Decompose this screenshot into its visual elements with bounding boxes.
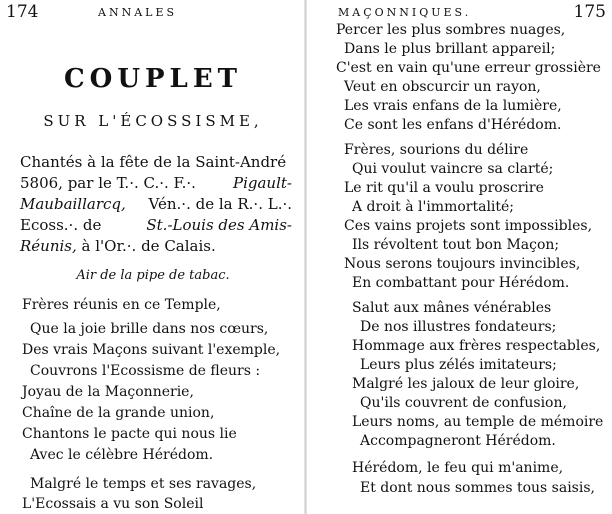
dedication-text: Chantés à la fête de la Saint-André [20,153,287,171]
verse-line: Et dont nous sommes tous saisis, [360,480,595,496]
verse-line: En combattant pour Hérédom. [352,275,570,291]
poem-title: COUPLET [63,64,242,94]
air-line: Air de la pipe de tabac. [76,268,230,283]
running-head: MAÇONNIQUES. [338,6,472,19]
dedication-line [20,215,292,236]
dedication-lodge: Réunis, [20,237,77,255]
verse-line: Joyau de la Maçonnerie, [22,384,194,400]
verse-line: Hommage aux frères respectables, [352,338,601,354]
verse-line: Leurs plus zélés imitateurs; [360,357,557,373]
verse-line: Qui voulut vaincre sa clarté; [352,161,554,177]
verse-line: Couvrons l'Ecossisme de fleurs : [30,363,261,379]
dedication-lodge: St.-Louis des Amis- [146,216,292,234]
verse-line: Ces vains projets sont impossibles, [344,218,593,234]
dedication-text: Ecoss.·. de [20,216,102,234]
dedication-line [20,194,292,215]
verse-line: Frères, sourions du délire [344,142,529,158]
verse-line: Chantons le pacte qui nous lie [22,426,237,442]
verse-line: Qu'ils couvrent de confusion, [360,395,567,411]
verse-line: Ils révoltent tout bon Maçon; [352,237,560,253]
page-number: 174 [6,2,39,22]
running-head: ANNALES [98,6,178,19]
page-number: 175 [573,2,606,22]
verse-line: Que la joie brille dans nos cœurs, [30,321,269,337]
verse-line: Le rit qu'il a voulu proscrire [344,180,544,196]
dedication-text: à l'Or.·. de Calais. [81,237,216,255]
verse-line: Veut en obscurcir un rayon, [344,79,541,95]
dedication-line [20,236,300,257]
verse-line: L'Ecossais a vu son Soleil [22,496,204,512]
verse-line: Hérédom, le feu qui m'anime, [352,460,564,476]
verse-line: Nous serons toujours invincibles, [344,256,581,272]
verse-line: Avec le célèbre Hérédom. [30,447,214,463]
verse-line: Malgré les jaloux de leur gloire, [352,376,580,392]
dedication-name: Maubaillarcq, [20,195,126,213]
verse-line: Chaîne de la grande union, [22,405,215,421]
dedication-text: 5806, par le T.·. C.·. F.·. [20,174,196,192]
verse-line: Malgré le temps et ses ravages, [30,476,257,492]
verse-line: Leurs noms, au temple de mémoire [352,414,604,430]
verse-line: A droit à l'immortalité; [352,199,515,215]
verse-line: C'est en vain qu'une erreur grossière [336,60,601,76]
dedication-name: Pigault- [233,174,292,192]
dedication-line [20,173,292,194]
verse-line: Percer les plus sombres nuages, [336,22,566,38]
verse-line: De nos illustres fondateurs; [360,319,557,335]
verse-line: Dans le plus brillant appareil; [344,41,556,57]
dedication-line [20,152,300,173]
right-page [306,0,612,514]
verse-line: Frères réunis en ce Temple, [22,297,221,313]
dedication-text: Vén.·. de la R.·. L.·. [148,195,292,213]
verse-line: Accompagneront Hérédom. [360,433,556,449]
verse-line: Ce sont les enfans d'Hérédom. [344,117,562,133]
verse-line: Des vrais Maçons suivant l'exemple, [22,342,281,358]
verse-line: Salut aux mânes vénérables [352,300,552,316]
poem-subtitle: SUR L'ÉCOSSISME, [43,112,263,130]
verse-line: Les vrais enfans de la lumière, [344,98,562,114]
